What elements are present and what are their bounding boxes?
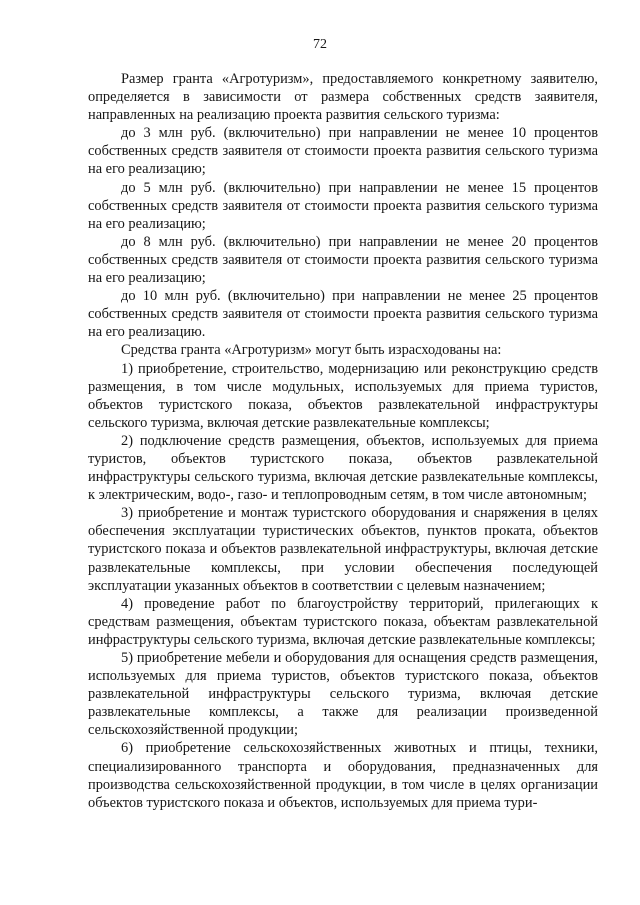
document-body: [88, 70, 598, 812]
list-item-3-equipment: 3) приобретение и монтаж туристского оборудования и снаряжения в целях обеспечения эксплуатации туристических объектов, пунктов проката, объектов туристского показа и объектов развлекательной инфраструктуры, включая детские развлекательные комплексы, при условии обеспечения последующей эксплуатации указанных объектов в соответствии с целевым назначением;: [88, 505, 598, 594]
list-item-1-accommodation: 1) приобретение, строительство, модернизацию или реконструкцию средств размещения, в том числе модульных, используемых для приема туристов, объектов туристского показа, объектов развлекательной инфраструктуры сельского туризма, включая детские развлекательные комплексы;: [88, 360, 598, 431]
list-item-6-livestock: 6) приобретение сельскохозяйственных животных и птицы, техники, специализированного транспорта и оборудования, предназначенных для производства сельскохозяйственной продукции, в том числе в целях организации объектов туристского показа и объектов, используемых для приема тури-: [88, 740, 598, 811]
paragraph-grant-tier-10mln: до 10 млн руб. (включительно) при направлении не менее 25 процентов собственных средств заявителя от стоимости проекта развития сельского туризма на его реализацию.: [88, 288, 598, 341]
paragraph-grant-size-intro: Размер гранта «Агротуризм», предоставляемого конкретному заявителю, определяется в зависимости от размера собственных средств заявителя, направленных на реализацию проекта развития сельского туризма:: [88, 71, 598, 124]
list-item-4-landscaping: 4) проведение работ по благоустройству территорий, прилегающих к средствам размещения, объектам туристского показа, объектам развлекательной инфраструктуры сельского туризма, включая детские развлекательные комплексы;: [88, 595, 598, 648]
paragraph-expenditure-intro: Средства гранта «Агротуризм» могут быть израсходованы на:: [121, 342, 502, 359]
list-item-2-utilities: 2) подключение средств размещения, объектов, используемых для приема туристов, объектов туристского показа, объектов развлекательной инфраструктуры сельского туризма, включая детские развлекательные комплексы, к электрическим, водо-, газо- и теплопроводным сетям, в том числе автономным;: [88, 432, 598, 504]
paragraph-grant-tier-3mln: до 3 млн руб. (включительно) при направлении не менее 10 процентов собственных средств заявителя от стоимости проекта развития сельского туризма на его реализацию;: [88, 125, 598, 178]
page-number: 72: [313, 37, 327, 52]
paragraph-grant-tier-8mln: до 8 млн руб. (включительно) при направлении не менее 20 процентов собственных средств заявителя от стоимости проекта развития сельского туризма на его реализацию;: [88, 233, 598, 287]
paragraph-grant-tier-5mln: до 5 млн руб. (включительно) при направлении не менее 15 процентов собственных средств заявителя от стоимости проекта развития сельского туризма на его реализацию;: [88, 179, 598, 232]
list-item-5-furniture: 5) приобретение мебели и оборудования для оснащения средств размещения, используемых для приема туристов, объектов туристского показа, объектов развлекательной инфраструктуры сельского туризма, включая детские развлекательные комплексы, а также для реализации произведенной сельскохозяйственной продукции;: [88, 650, 598, 739]
